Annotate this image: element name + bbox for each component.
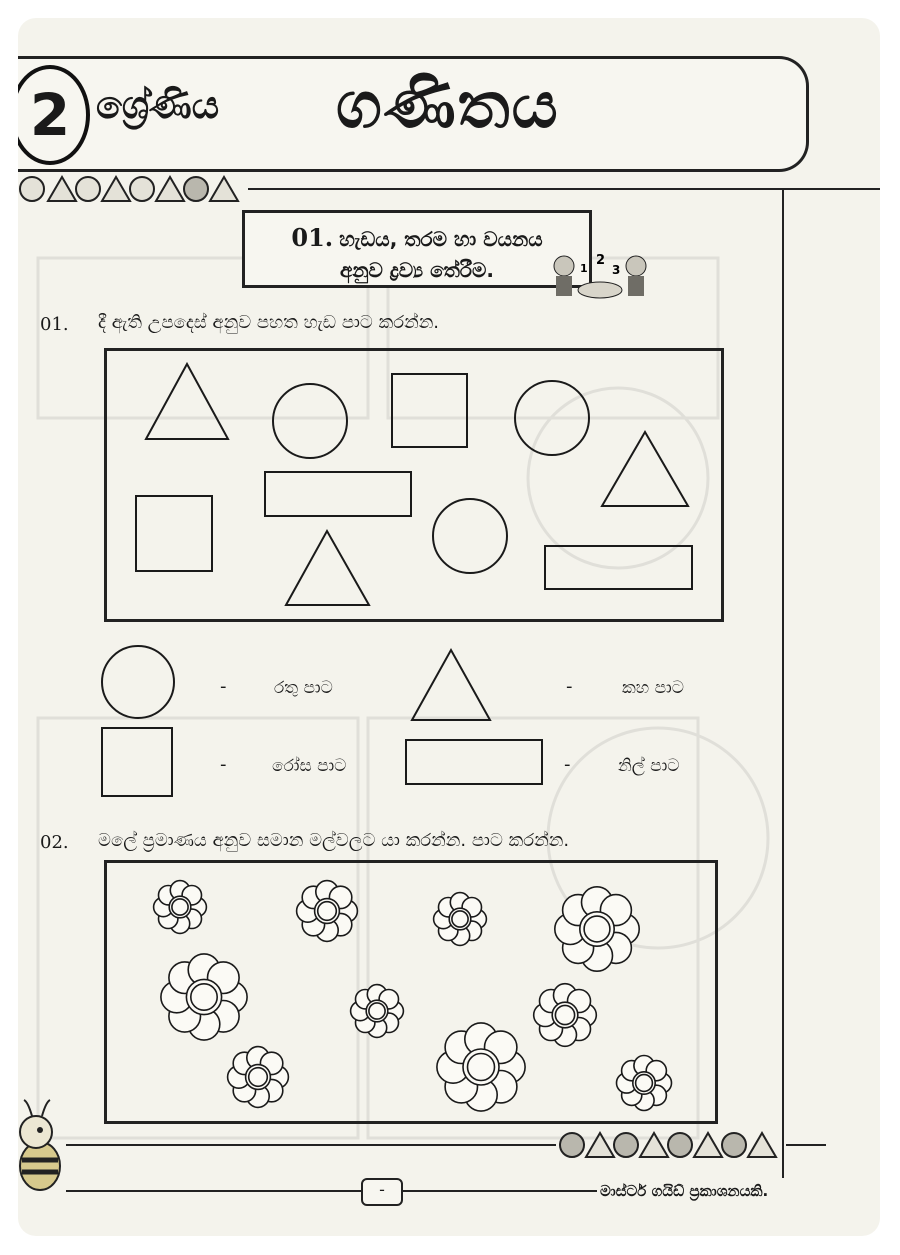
shapes-figure-box <box>104 348 724 622</box>
circle-shape <box>515 381 589 455</box>
grade-label: ශ්‍රේණිය <box>96 83 220 127</box>
flower <box>228 1047 289 1108</box>
flower <box>297 881 358 942</box>
legend-circle <box>98 644 178 720</box>
legend-label-pink: රෝස පාට <box>272 756 347 776</box>
circle-shape <box>273 384 347 458</box>
footer-rule-left <box>66 1190 361 1192</box>
triangle-shape <box>286 531 369 605</box>
top-rule <box>248 188 880 190</box>
legend-label-red: රතු පාට <box>274 678 333 698</box>
legend-dash: - <box>220 676 227 697</box>
flower <box>154 881 207 934</box>
circle-shape <box>433 499 507 573</box>
flower <box>617 1056 672 1111</box>
flowers-figure-box <box>104 860 718 1124</box>
flower <box>161 954 247 1040</box>
flower <box>437 1023 525 1111</box>
rectangle-shape <box>545 546 692 589</box>
workbook-page <box>18 18 880 1236</box>
shape-border-bottom <box>556 1128 786 1162</box>
legend-dash: - <box>564 754 571 775</box>
publisher-credit: මාස්ටර් ගයිඩ් ප්‍රකාශනයකි. <box>600 1182 769 1200</box>
legend-rectangle <box>404 738 546 788</box>
question1-number: 01. <box>40 314 69 335</box>
digit-1: 1 <box>580 262 588 275</box>
subject-title: ගණිතය <box>336 69 560 143</box>
bottom-rule <box>66 1144 556 1146</box>
title-banner <box>18 56 809 172</box>
lesson-title-line2: අනුව ද්‍රව්‍ය තේරීම. <box>340 258 494 282</box>
kids-illustration <box>550 250 650 302</box>
lesson-number: 01. <box>291 223 334 252</box>
shapes-figure <box>107 351 721 619</box>
legend-dash: - <box>566 676 573 697</box>
digit-3: 3 <box>612 263 621 277</box>
flower <box>534 984 597 1047</box>
legend-dash: - <box>220 754 227 775</box>
legend-label-yellow: කහ පාට <box>622 678 684 698</box>
flower <box>434 893 487 946</box>
shape-border-top <box>18 172 248 206</box>
flower <box>555 887 639 971</box>
legend-square <box>100 726 176 800</box>
right-margin-rule <box>782 188 784 1178</box>
triangle-shape <box>146 364 228 439</box>
square-shape <box>392 374 467 447</box>
question2-number: 02. <box>40 832 69 853</box>
flower <box>351 985 404 1038</box>
legend-label-blue: නිල් පාට <box>618 756 680 776</box>
rectangle-shape <box>265 472 411 516</box>
lesson-title-line1: හැඩය, තරම හා වයනය <box>339 227 543 251</box>
lesson-title-box <box>242 210 592 288</box>
footer-rule-right <box>401 1190 597 1192</box>
grade-number: 2 <box>18 65 90 165</box>
page-number: - <box>361 1178 403 1206</box>
question2-text: මලේ ප්‍රමාණය අනුව සමාන මල්වලට යා කරන්න. පාට කරන්න. <box>98 830 570 851</box>
square-shape <box>136 496 212 571</box>
bee-mascot <box>18 1094 68 1194</box>
legend-triangle <box>408 646 494 724</box>
question1-text: දී ඇති උපදෙස් අනුව පහත හැඩ පාට කරන්න. <box>98 312 440 333</box>
triangle-shape <box>602 432 688 506</box>
digit-2: 2 <box>596 253 606 268</box>
bottom-rule-end <box>786 1144 826 1146</box>
flowers-figure <box>107 863 715 1121</box>
